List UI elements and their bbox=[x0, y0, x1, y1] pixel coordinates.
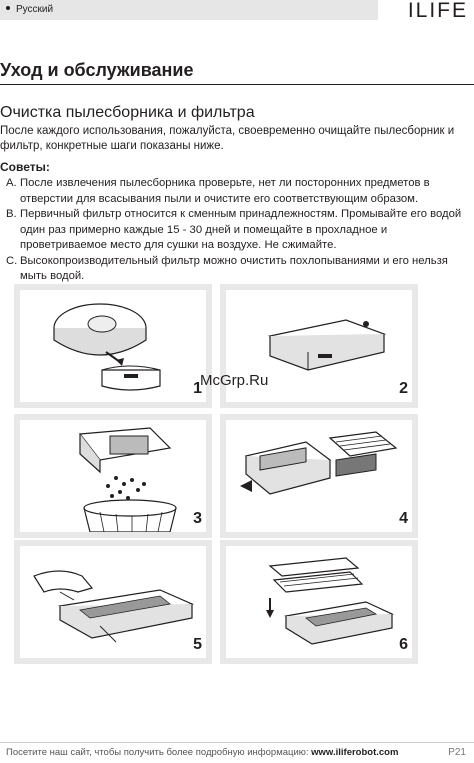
step-number: 1 bbox=[193, 380, 202, 397]
brand-logo: ILIFE bbox=[407, 0, 468, 22]
step-number: 4 bbox=[399, 510, 408, 527]
tip-text: Высокопроизводительный фильтр можно очистить похлопываниями и его нельзя мыть водой. bbox=[20, 254, 448, 282]
step-panel-3 bbox=[14, 414, 212, 538]
tip-text: Первичный фильтр относится к сменным принадлежностям. Промывайте его водой один раз примерно каждые 15 - 30 дней и помещайте в прохладное и проветриваемое место для сушки на воздухе. Не сжимайте. bbox=[20, 208, 462, 251]
tip-c bbox=[6, 254, 472, 285]
website-link[interactable]: www.iliferobot.com bbox=[311, 747, 399, 758]
language-bar bbox=[0, 0, 378, 20]
language-text: Русский bbox=[16, 4, 54, 15]
step-number: 3 bbox=[193, 510, 202, 527]
title-divider bbox=[0, 84, 474, 85]
step-panel-6 bbox=[220, 540, 418, 664]
section-intro: После каждого использования, пожалуйста, своевременно очищайте пылесборник и фильтр, конкретные шаги показаны ниже. bbox=[0, 125, 455, 152]
step-number: 2 bbox=[399, 380, 408, 397]
step-number: 5 bbox=[193, 636, 202, 653]
section-title: Очистка пылесборника и фильтра bbox=[0, 104, 255, 121]
tip-text: После извлечения пылесборника проверьте, нет ли посторонних предметов в отверстии для всасывания пыли и очистите его соответствующим образом. bbox=[20, 177, 430, 205]
step-panel-5 bbox=[14, 540, 212, 664]
tip-a bbox=[6, 176, 472, 207]
page-number: P21 bbox=[448, 747, 466, 758]
robot-dustbin-removal-illustration bbox=[20, 290, 206, 402]
bullet-icon bbox=[6, 6, 10, 10]
footer-text bbox=[6, 747, 398, 758]
tip-b bbox=[6, 207, 472, 254]
tip-marker: B. bbox=[6, 208, 17, 220]
step-panel-2 bbox=[220, 284, 418, 408]
step-number: 6 bbox=[399, 636, 408, 653]
filter-removal-illustration bbox=[226, 420, 412, 532]
step-panel-1 bbox=[14, 284, 212, 408]
tips-list bbox=[6, 176, 472, 285]
tip-marker: C. bbox=[6, 254, 18, 267]
page-title: Уход и обслуживание bbox=[0, 60, 194, 80]
tip-marker: A. bbox=[6, 177, 17, 189]
tapping-filter-illustration bbox=[20, 546, 206, 658]
footer-message: Посетите наш сайт, чтобы получить более подробную информацию: bbox=[6, 747, 312, 758]
step-panel-4 bbox=[220, 414, 418, 538]
tips-title: Советы: bbox=[0, 160, 50, 174]
watermark: McGrp.Ru bbox=[200, 372, 269, 389]
footer-divider bbox=[0, 742, 474, 743]
language-label bbox=[6, 4, 53, 15]
filter-reinstall-illustration bbox=[226, 546, 412, 658]
emptying-dustbin-illustration bbox=[20, 420, 206, 532]
